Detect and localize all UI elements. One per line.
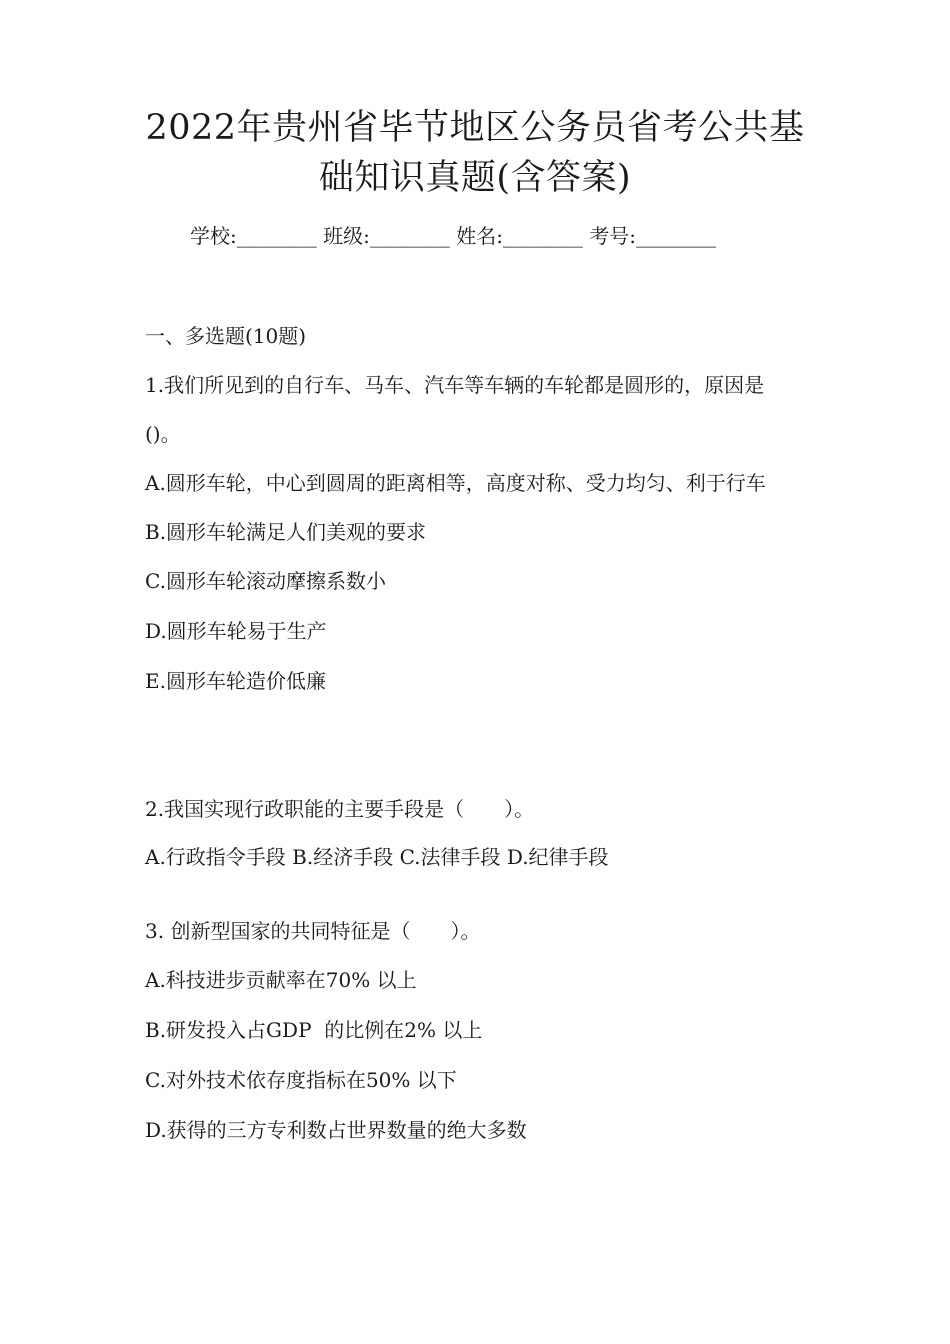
question-1-option-b: B.圆形车轮满足人们美观的要求 bbox=[145, 520, 427, 544]
student-info-line: 学校:________ 班级:________ 姓名:________ 考号:________ bbox=[190, 224, 717, 248]
section-heading: 一、多选题(10题) bbox=[145, 324, 307, 348]
question-3-stem: 3. 创新型国家的共同特征是（ ）。 bbox=[145, 919, 481, 943]
question-1-stem-line-2: ()。 bbox=[145, 422, 181, 446]
question-3-option-c: C.对外技术依存度指标在50% 以下 bbox=[145, 1068, 457, 1092]
question-1-option-c: C.圆形车轮滚动摩擦系数小 bbox=[145, 569, 386, 593]
question-1-option-a: A.圆形车轮，中心到圆周的距离相等，高度对称、受力均匀、利于行车 bbox=[145, 471, 766, 495]
question-1-option-e: E.圆形车轮造价低廉 bbox=[145, 669, 326, 693]
question-3-option-d: D.获得的三方专利数占世界数量的绝大多数 bbox=[145, 1118, 527, 1142]
document-title-line-2: 础知识真题(含答案) bbox=[318, 158, 632, 198]
question-3-option-a: A.科技进步贡献率在70% 以上 bbox=[145, 968, 417, 992]
question-3-option-b: B.研发投入占GDP 的比例在2% 以上 bbox=[145, 1018, 483, 1042]
question-1-option-d: D.圆形车轮易于生产 bbox=[145, 619, 327, 643]
document-title-line-1: 2022年贵州省毕节地区公务员省考公共基 bbox=[145, 108, 805, 148]
question-2-stem: 2.我国实现行政职能的主要手段是（ ）。 bbox=[145, 797, 535, 821]
question-2-options: A.行政指令手段 B.经济手段 C.法律手段 D.纪律手段 bbox=[145, 845, 609, 869]
question-1-stem-line-1: 1.我们所见到的自行车、马车、汽车等车辆的车轮都是圆形的，原因是 bbox=[145, 373, 765, 397]
